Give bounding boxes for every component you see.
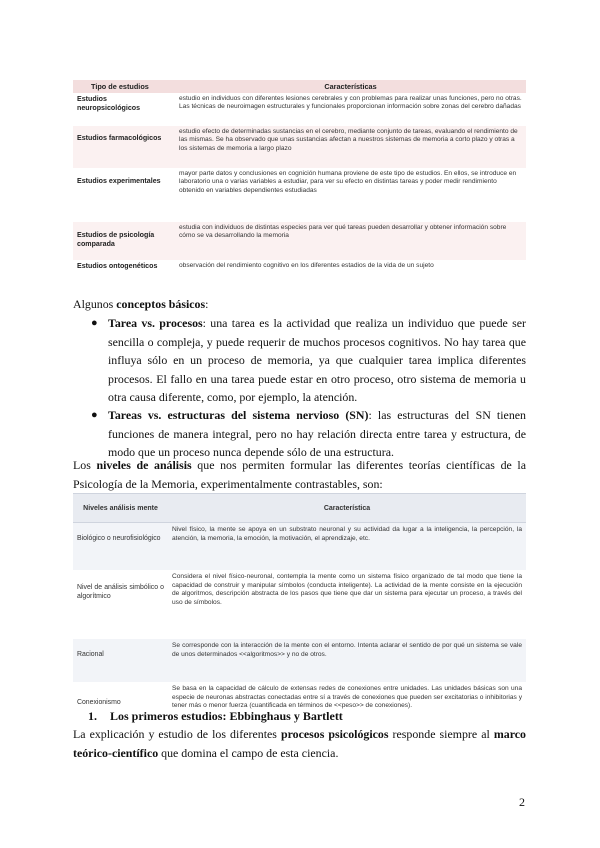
table-row: [73, 93, 526, 126]
study-type-cell: Estudios neuropsicológicos: [77, 95, 141, 112]
study-type-cell: Estudios ontogenéticos: [77, 262, 158, 270]
header-characteristics: Características: [175, 80, 526, 93]
bullet-body: : las estructuras del SN tienen funciones de manera integral, pero no hay relación directa entre tarea y estructura, de modo que un proceso nunca depende sólo de una estructura.: [108, 408, 526, 460]
table-row: [73, 523, 526, 571]
section-text: responde siempre al: [388, 727, 494, 741]
section-number: 1.: [88, 709, 97, 723]
section-paragraph: [73, 725, 526, 762]
study-desc-cell: estudio efecto de determinadas sustancias en el cerebro, mediante conjunto de tareas, evaluando el rendimiento de las mismas. Se ha observado que unas sustancias afectan a nuestros sistemas de memoria a corto plazo y otras a los sistemas de memoria a largo plazo: [175, 126, 526, 168]
levels-intro-rest: que nos permiten formular las diferentes teorías científicas de la Psicología de la Memoria, experimentalmente contrastables, son:: [73, 458, 527, 491]
concepts-intro-colon: :: [205, 297, 209, 311]
section-text: que domina el campo de esta ciencia.: [158, 745, 339, 760]
level-cell: Biológico o neurofisiológico: [73, 523, 168, 571]
bullet-task-vs-structure: [91, 406, 526, 462]
table-row: [73, 126, 526, 168]
table-row: [73, 168, 526, 222]
levels-intro-text: Los: [73, 458, 97, 472]
concepts-intro: [73, 295, 526, 314]
levels-intro-bold: niveles de análisis: [96, 458, 192, 472]
header-levels: Niveles análisis mente: [73, 494, 168, 523]
table-row: [73, 570, 526, 639]
bullet-dot-icon: ●: [91, 409, 98, 421]
level-cell: Racional: [73, 639, 168, 682]
section-bold-term: marco teórico-científico: [73, 727, 526, 760]
header-study-type: Tipo de estudios: [73, 80, 175, 93]
bullet-text: [108, 314, 526, 407]
level-cell: Nivel de análisis simbólico o algorítmico: [77, 584, 164, 600]
level-desc-cell: Considera el nivel físico-neuronal, contempla la mente como un sistema físico organizado de tal modo que tiene la capacidad de construir y manipular símbolos (conducta inteligente). La actividad de la mente consiste en la ejecución de algoritmos, descripción abstracta de los pasos que tiene que dar un sistema para ejecutar un proceso, a través del uso de símbolos.: [172, 573, 522, 606]
study-desc-cell: observación del rendimiento cognitivo en los diferentes estadios de la vida de un sujeto: [179, 262, 434, 269]
table-row: [73, 222, 526, 260]
level-desc-cell: Se basa en la capacidad de cálculo de extensas redes de conexiones entre unidades. Las unidades básicas son una especie de neuronas abstractas conectadas entre sí a través de conexiones que pueden ser excitatorias o inhibitorias y tener más o menor fuerza (cuantificada en términos de <<peso>> de conexiones).: [172, 685, 522, 710]
page-number: 2: [519, 795, 525, 809]
level-desc-cell: Se corresponde con la interacción de la mente con el entorno. Intenta aclarar el sentido de por qué un sistema se vale de unos determinados <<algoritmos>> y no de otros.: [168, 639, 526, 682]
table-header-row: [73, 494, 526, 523]
concepts-intro-bold: conceptos básicos: [116, 297, 206, 311]
table-row: [73, 260, 526, 288]
section-title: Los primeros estudios: Ebbinghaus y Bartlett: [110, 709, 343, 723]
bullet-text: [108, 406, 526, 462]
bullet-dot-icon: ●: [91, 317, 98, 329]
levels-intro: [73, 456, 526, 493]
study-type-cell: Estudios de psicología comparada: [73, 222, 175, 260]
bullet-body: : una tarea es la actividad que realiza un individuo que puede ser sencilla o compleja, y puede requerir de muchos procesos cognitivos. No hay tarea que influya sólo en un proceso de memoria, ya que cualquier tarea implica diferentes procesos. El fallo en una tarea puede estar en otro proceso, otro sistema de memoria u otra causa diferente, como, por ejemplo, la atención.: [108, 316, 526, 405]
section-bold-term: procesos psicológicos: [280, 727, 389, 741]
bullet-term: Tarea vs. procesos: [108, 316, 203, 330]
concepts-intro-text: Algunos: [73, 297, 117, 311]
study-desc-cell: estudia con individuos de distintas especies para ver qué tareas pueden desarrollar y obtener información sobre cómo se va desarrollando la memoria: [175, 222, 526, 260]
study-types-table: [73, 80, 526, 288]
table-header-row: [73, 80, 526, 93]
section-heading: [88, 709, 343, 724]
study-desc-cell: estudio en individuos con diferentes lesiones cerebrales y con problemas para realizar unas funciones, pero no otras. Las técnicas de neuroimagen estructurales y funcionales proporcionan información sobre zonas del cerebro dañadas: [179, 95, 522, 111]
header-characteristic: Característica: [168, 494, 526, 523]
level-desc-cell: Nivel físico, la mente se apoya en un substrato neuronal y su actividad da lugar a la inteligencia, la percepción, la atención, la memoria, la emoción, la motivación, el aprendizaje, etc.: [168, 523, 526, 571]
bullet-task-vs-process: [91, 314, 526, 407]
bullet-term: Tareas vs. estructuras del sistema nervioso (SN): [108, 408, 369, 422]
level-cell: Conexionismo: [77, 699, 121, 706]
study-type-cell: Estudios farmacológicos: [73, 126, 175, 168]
section-text: La explicación y estudio de los diferentes: [73, 727, 281, 741]
study-desc-cell: mayor parte datos y conclusiones en cognición humana proviene de este tipo de estudios. En ellos, se introduce en laboratorio una o varias variables a estudiar, para ver su efecto en distintas tareas y poder medir rendimiento obtenido en variables dependientes estudiadas: [179, 170, 517, 194]
table-row: [73, 639, 526, 682]
study-type-cell: Estudios experimentales: [77, 177, 161, 185]
